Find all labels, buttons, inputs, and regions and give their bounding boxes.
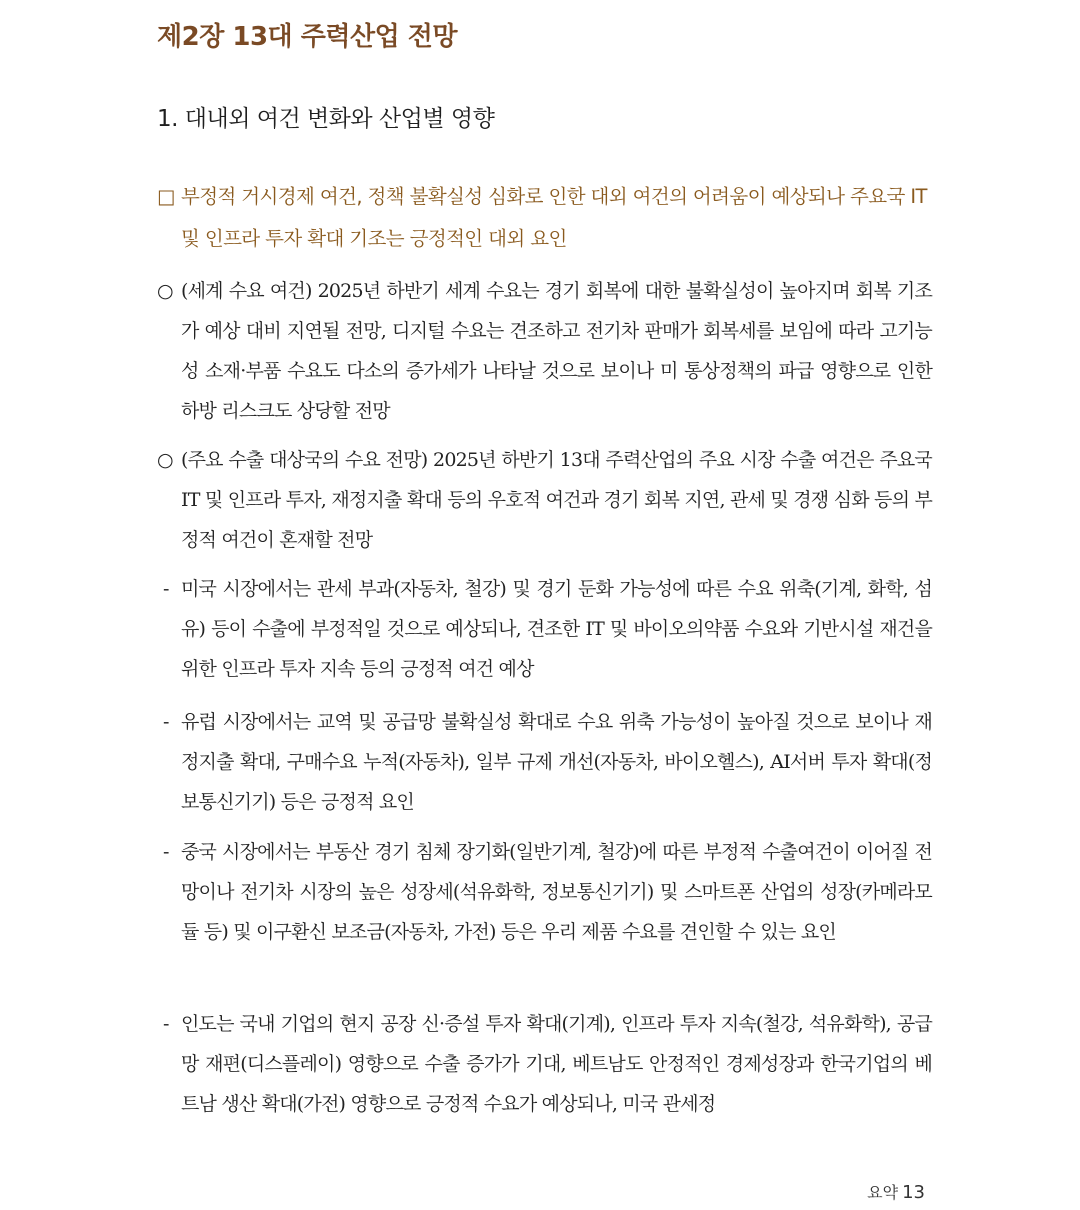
paragraph-text: 미국 시장에서는 관세 부과(자동차, 철강) 및 경기 둔화 가능성에 따른 수요 위축(기계, 화학, 섬유) 등이 수출에 부정적일 것으로 예상되나, 견조한 IT 및 바이오의약품 수요와 기반시설 재건을 위한 인프라 투자 지속 등의 긍정적 여건 예상 (181, 578, 932, 680)
page-number: 13 (902, 1182, 925, 1203)
summary-box (157, 176, 932, 260)
paragraph-text: (세계 수요 여건) 2025년 하반기 세계 수요는 경기 회복에 대한 불확실성이 높아지며 회복 기조가 예상 대비 지연될 전망, 디지털 수요는 견조하고 전기차 판매가 회복세를 보임에 따라 고기능성 소재·부품 수요도 다소의 증가세가 나타날 것으로 보이나 미 통상정책의 파급 영향으로 인한 하방 리스크도 상당할 전망 (181, 280, 932, 422)
paragraph-text: 인도는 국내 기업의 현지 공장 신·증설 투자 확대(기계), 인프라 투자 지속(철강, 석유화학), 공급망 재편(디스플레이) 영향으로 수출 증가가 기대, 베트남도 안정적인 경제성장과 한국기업의 베트남 생산 확대(가전) 영향으로 긍정적 수요가 예상되나, 미국 관세정 (181, 1013, 932, 1115)
dash-bullet: - (163, 578, 169, 600)
dash-bullet: - (163, 841, 169, 863)
paragraph-eu-market (163, 702, 932, 822)
paragraph-us-market (163, 569, 932, 689)
paragraph-text: 유럽 시장에서는 교역 및 공급망 불확실성 확대로 수요 위축 가능성이 높아질 것으로 보이나 재정지출 확대, 구매수요 누적(자동차), 일부 규제 개선(자동차, 바이오헬스), AI서버 투자 확대(정보통신기기) 등은 긍정적 요인 (181, 711, 932, 813)
square-bullet-icon: □ (157, 185, 175, 208)
dash-bullet: - (163, 711, 169, 733)
footer-label: 요약 (867, 1183, 899, 1202)
circle-bullet-icon: ○ (157, 449, 173, 471)
chapter-title: 제2장 13대 주력산업 전망 (157, 22, 457, 52)
paragraph-china-market (163, 832, 932, 952)
summary-text: 부정적 거시경제 여건, 정책 불확실성 심화로 인한 대외 여건의 어려움이 예상되나 주요국 IT 및 인프라 투자 확대 기조는 긍정적인 대외 요인 (181, 185, 927, 250)
paragraph-world-demand (157, 271, 932, 431)
page-footer (867, 1180, 925, 1203)
paragraph-india-vietnam (163, 1004, 932, 1124)
paragraph-text: (주요 수출 대상국의 수요 전망) 2025년 하반기 13대 주력산업의 주요 시장 수출 여건은 주요국 IT 및 인프라 투자, 재정지출 확대 등의 우호적 여건과 경기 회복 지연, 관세 및 경쟁 심화 등의 부정적 여건이 혼재할 전망 (181, 449, 932, 551)
paragraph-text: 중국 시장에서는 부동산 경기 침체 장기화(일반기계, 철강)에 따른 부정적 수출여건이 이어질 전망이나 전기차 시장의 높은 성장세(석유화학, 정보통신기기) 및 스마트폰 산업의 성장(카메라모듈 등) 및 이구환신 보조금(자동차, 가전) 등은 우리 제품 수요를 견인할 수 있는 요인 (181, 841, 932, 943)
section-title: 1. 대내외 여건 변화와 산업별 영향 (157, 106, 495, 132)
circle-bullet-icon: ○ (157, 280, 173, 302)
dash-bullet: - (163, 1013, 169, 1035)
paragraph-export-outlook (157, 440, 932, 560)
